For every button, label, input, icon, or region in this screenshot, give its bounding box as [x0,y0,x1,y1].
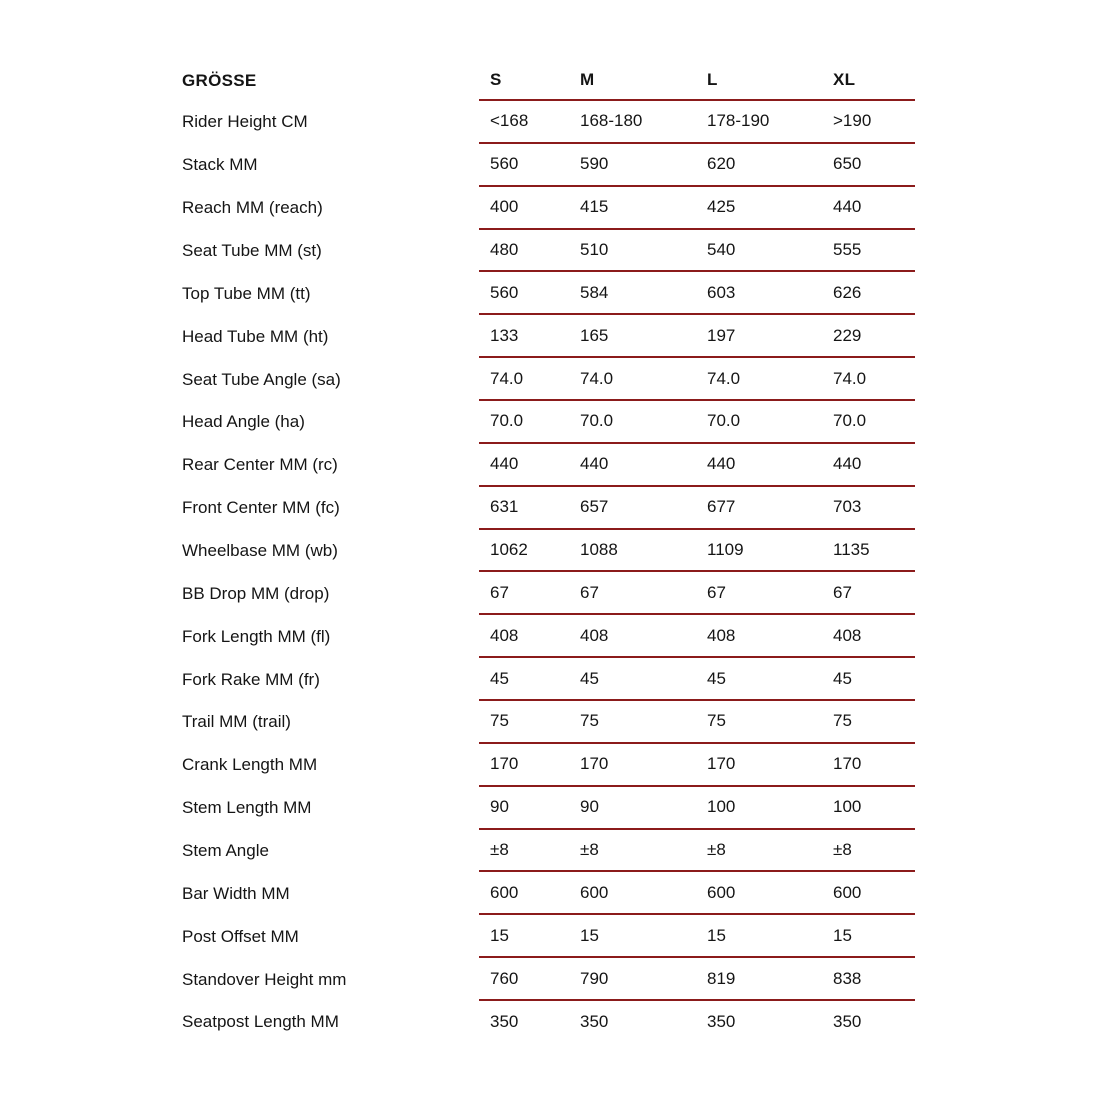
cell-value: 480 [490,240,519,259]
cell-value: 15 [707,925,726,945]
table-row [182,315,915,358]
cell-value: 74.0 [490,368,524,388]
row-label: Head Angle (ha) [182,412,305,432]
cell-value: 15 [833,925,852,945]
cell-value: 170 [707,754,736,774]
cell-value: 657 [580,497,609,517]
cell-value: 165 [580,325,609,345]
cell-value: 408 [580,625,609,645]
row-label: Fork Rake MM (fr) [182,669,320,689]
table-row [182,958,915,1001]
cell-value: 415 [580,197,609,217]
cell-value: 67 [707,582,726,602]
cell-value: 170 [580,754,609,774]
cell-value: 45 [580,668,599,688]
cell-value: 600 [833,882,862,902]
cell-value: 631 [490,497,519,517]
cell-value: 350 [490,1012,519,1032]
table-row [182,915,915,958]
row-data-area [479,658,915,701]
row-data-area [479,230,915,273]
cell-value: 626 [833,282,862,302]
row-label: Wheelbase MM (wb) [182,541,338,561]
row-data-area [479,101,915,144]
row-data-area [479,744,915,787]
row-label: Fork Length MM (fl) [182,626,331,646]
row-data-area [479,358,915,401]
table-row [182,658,915,701]
cell-value: 703 [833,497,862,517]
table-row [182,487,915,530]
cell-value: 15 [490,925,509,945]
row-data-area [479,701,915,744]
cell-value: 90 [580,797,599,817]
cell-value: 45 [707,668,726,688]
row-data-area [479,1001,915,1044]
cell-value: 1088 [580,540,618,560]
cell-value: 100 [833,797,862,817]
table-row [182,230,915,273]
column-header-xl: XL [833,70,856,89]
table-row [182,744,915,787]
row-data-area [479,187,915,230]
cell-value: 600 [707,882,736,902]
table-row [182,572,915,615]
cell-value: 45 [490,668,509,688]
row-data-area [479,315,915,358]
cell-value: 75 [490,711,509,731]
row-label: Front Center MM (fc) [182,498,340,518]
row-label: Head Tube MM (ht) [182,326,329,346]
cell-value: 584 [580,282,609,302]
table-body [182,101,915,1044]
header-data-area [479,61,915,101]
cell-value: 170 [833,754,862,774]
cell-value: 133 [490,325,519,345]
cell-value: 603 [707,282,736,302]
cell-value: 67 [580,582,599,602]
cell-value: 440 [580,454,609,474]
cell-value: 440 [833,197,862,217]
row-data-area [479,915,915,958]
cell-value: 440 [490,454,519,474]
table-row [182,787,915,830]
table-row [182,530,915,573]
cell-value: 67 [490,582,509,602]
cell-value: 510 [580,240,609,259]
cell-value: 819 [707,968,736,988]
cell-value: 440 [833,454,862,474]
cell-value: 75 [707,711,726,731]
row-label: Stem Angle [182,841,269,861]
row-label: BB Drop MM (drop) [182,583,330,603]
row-data-area [479,272,915,315]
cell-value: 560 [490,282,519,302]
row-data-area [479,487,915,530]
row-data-area [479,872,915,915]
cell-value: 67 [833,582,852,602]
table-row [182,187,915,230]
cell-value: 90 [490,797,509,817]
table-row [182,358,915,401]
cell-value: 229 [833,325,862,345]
cell-value: >190 [833,111,872,131]
row-label: Rider Height CM [182,112,308,132]
table-header-row [182,61,915,101]
cell-value: 650 [833,154,862,174]
table-row [182,144,915,187]
row-label: Seatpost Length MM [182,1012,339,1032]
row-label: Seat Tube MM (st) [182,241,322,260]
cell-value: 440 [707,454,736,474]
table-row [182,401,915,444]
cell-value: 70.0 [707,411,741,431]
row-label: Top Tube MM (tt) [182,283,311,303]
cell-value: 425 [707,197,736,217]
cell-value: 74.0 [833,368,867,388]
cell-value: 408 [490,625,519,645]
cell-value: 15 [580,925,599,945]
cell-value: 74.0 [707,368,741,388]
row-data-area [479,958,915,1001]
cell-value: 70.0 [490,411,524,431]
table-title: GRÖSSE [182,71,257,90]
cell-value: ±8 [490,840,509,860]
table-row [182,830,915,873]
row-label: Seat Tube Angle (sa) [182,369,341,389]
table-row [182,872,915,915]
cell-value: 555 [833,240,862,259]
cell-value: 838 [833,968,862,988]
column-header-m: M [580,70,595,89]
cell-value: 350 [833,1012,862,1032]
row-data-area [479,530,915,573]
cell-value: ±8 [580,840,599,860]
row-data-area [479,144,915,187]
cell-value: 100 [707,797,736,817]
row-data-area [479,444,915,487]
cell-value: 70.0 [580,411,614,431]
cell-value: 1062 [490,540,528,560]
cell-value: 75 [833,711,852,731]
row-data-area [479,830,915,873]
row-label: Rear Center MM (rc) [182,455,338,475]
cell-value: 170 [490,754,519,774]
cell-value: 74.0 [580,368,614,388]
row-label: Bar Width MM [182,883,290,903]
cell-value: 178-190 [707,111,770,131]
row-label: Reach MM (reach) [182,198,323,218]
table-row [182,1001,915,1044]
cell-value: 600 [580,882,609,902]
row-data-area [479,615,915,658]
row-label: Crank Length MM [182,755,318,775]
cell-value: 790 [580,968,609,988]
cell-value: 677 [707,497,736,517]
cell-value: 350 [707,1012,736,1032]
cell-value: ±8 [833,840,852,860]
cell-value: 197 [707,325,736,345]
column-header-l: L [707,70,718,89]
cell-value: 540 [707,240,736,259]
row-label: Post Offset MM [182,926,299,946]
cell-value: 350 [580,1012,609,1032]
cell-value: 1109 [707,540,744,560]
table-row [182,272,915,315]
cell-value: 600 [490,882,519,902]
cell-value: 560 [490,154,519,174]
cell-value: 75 [580,711,599,731]
row-label: Stem Length MM [182,798,312,818]
table-row [182,615,915,658]
row-data-area [479,572,915,615]
cell-value: 408 [707,625,736,645]
geometry-table [182,61,915,1044]
table-row [182,701,915,744]
cell-value: 70.0 [833,411,867,431]
cell-value: 408 [833,625,862,645]
cell-value: 760 [490,968,519,988]
cell-value: 1135 [833,540,870,560]
row-label: Trail MM (trail) [182,712,291,732]
row-data-area [479,787,915,830]
cell-value: 45 [833,668,852,688]
row-label: Stack MM [182,155,258,175]
cell-value: 168-180 [580,111,643,131]
cell-value: 400 [490,197,519,217]
cell-value: 590 [580,154,609,174]
cell-value: <168 [490,111,529,131]
table-row [182,444,915,487]
column-header-s: S [490,70,502,89]
cell-value: 620 [707,154,736,174]
row-data-area [479,401,915,444]
table-row [182,101,915,144]
row-label: Standover Height mm [182,969,347,989]
cell-value: ±8 [707,840,726,860]
